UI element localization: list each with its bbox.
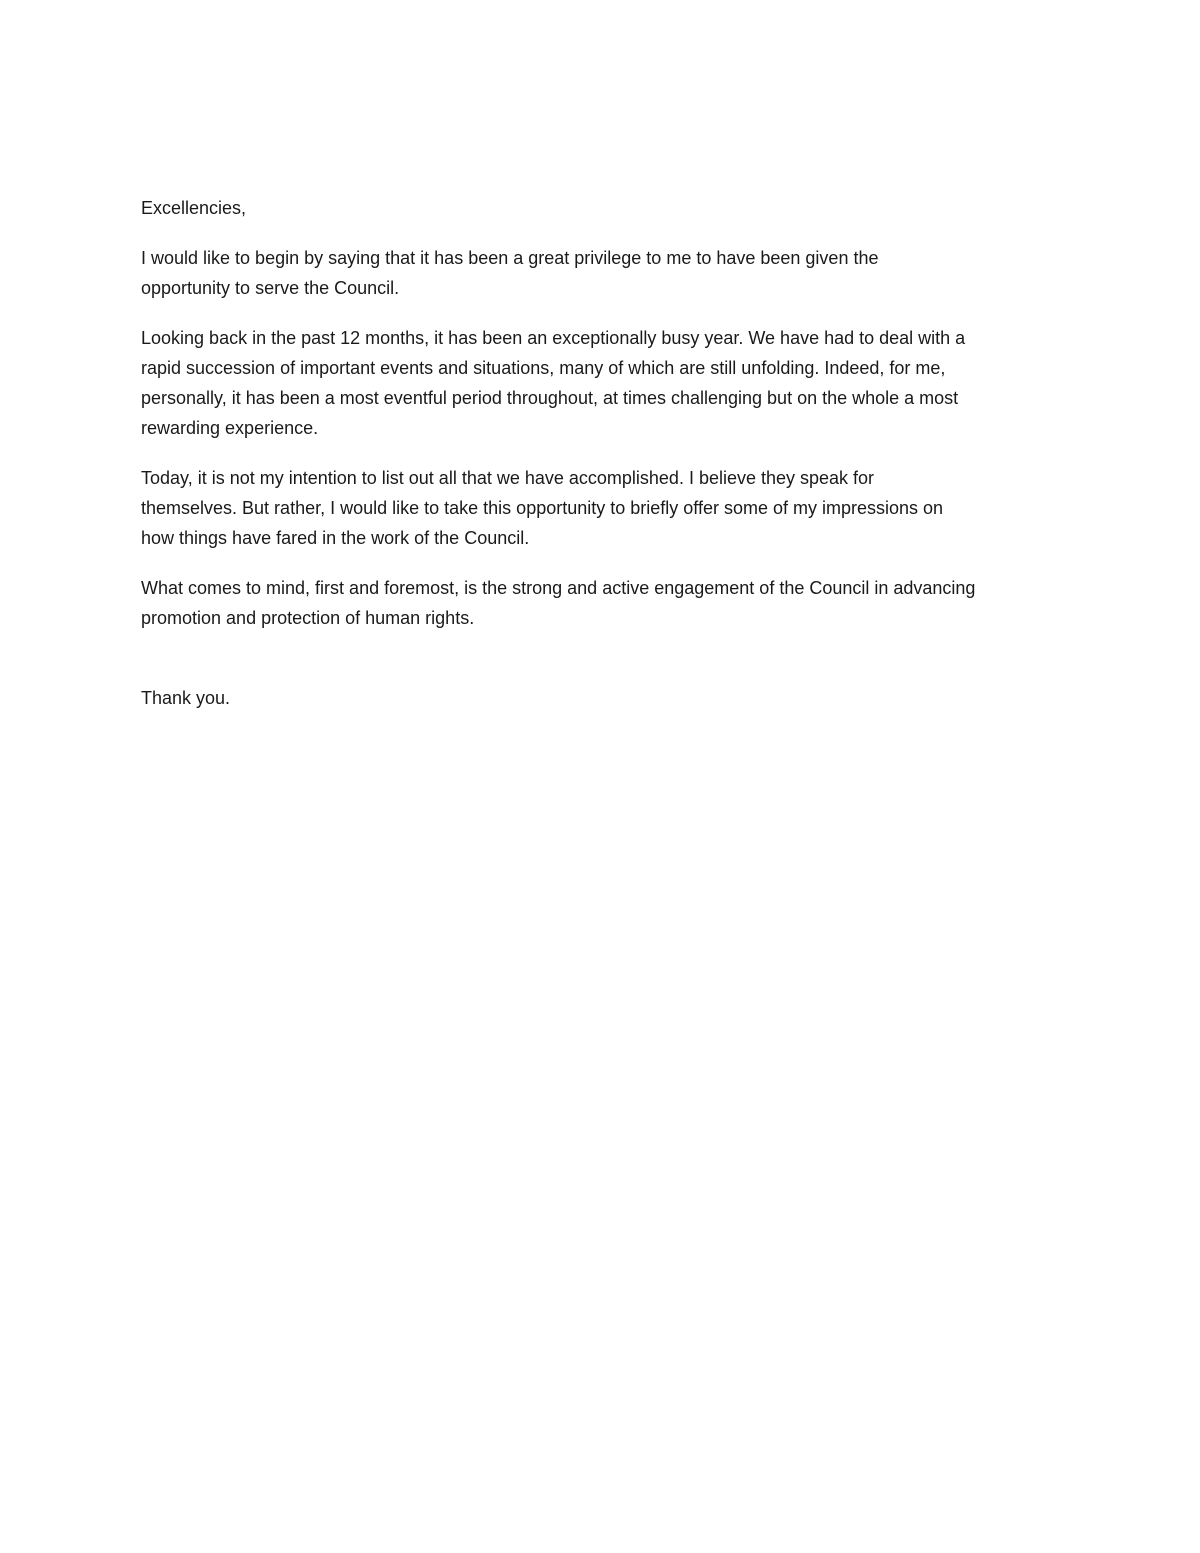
paragraph-line: how things have fared in the work of the Council. [141,528,530,548]
paragraph-1 [141,243,1071,303]
paragraph-line: themselves. But rather, I would like to take this opportunity to briefly offer some of my impressions on [141,498,944,518]
paragraph-line: I would like to begin by saying that it has been a great privilege to me to have been given the [141,248,879,268]
paragraph-line: What comes to mind, first and foremost, is the strong and active engagement of the Council in advancing [141,578,976,598]
blank-line [141,653,1071,683]
paragraph-line: opportunity to serve the Council. [141,278,400,298]
paragraph-line: promotion and protection of human rights. [141,608,475,628]
document-body [141,193,1071,733]
paragraph-line: Looking back in the past 12 months, it has been an exceptionally busy year. We have had to deal with a [141,328,966,348]
paragraph-line: personally, it has been a most eventful period throughout, at times challenging but on the whole a most [141,388,959,408]
salutation [141,193,1071,223]
paragraph-line: Today, it is not my intention to list out all that we have accomplished. I believe they speak for [141,468,875,488]
salutation-text: Excellencies, [141,198,247,218]
paragraph-line: rewarding experience. [141,418,319,438]
paragraph-2 [141,323,1071,443]
paragraph-line: rapid succession of important events and situations, many of which are still unfolding. Indeed, for me, [141,358,946,378]
closing-text: Thank you. [141,688,231,708]
closing [141,683,1071,713]
paragraph-3 [141,463,1071,553]
paragraph-4 [141,573,1071,633]
